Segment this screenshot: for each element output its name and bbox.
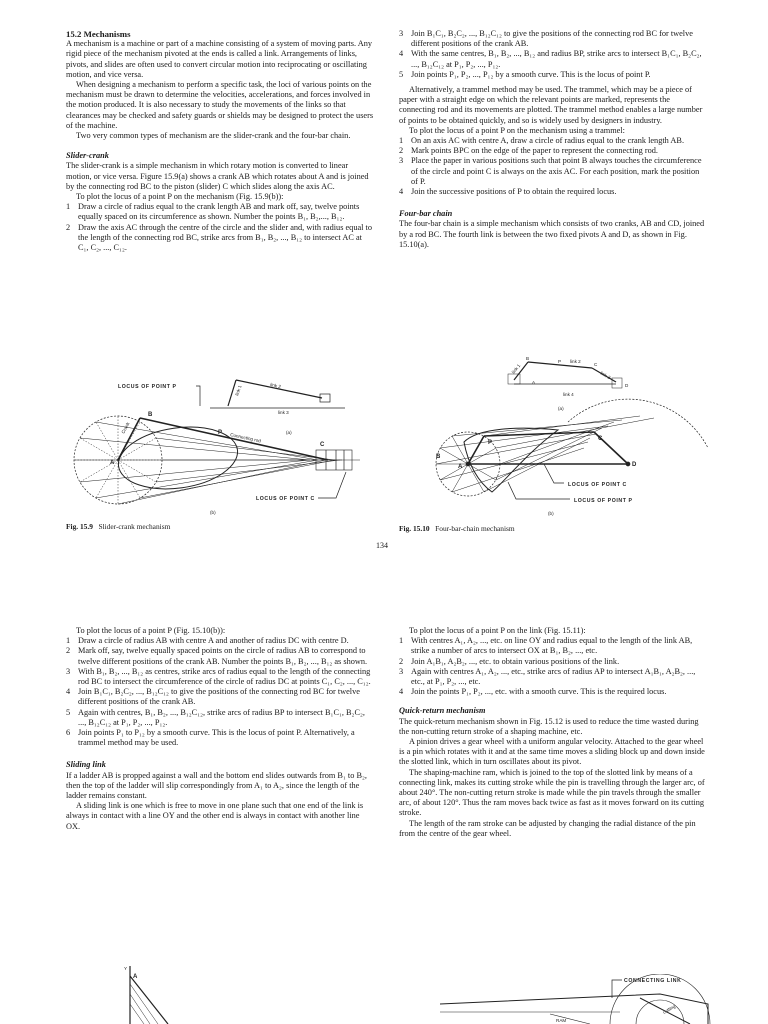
subheading-sliding-link: Sliding link — [66, 760, 106, 770]
paragraph: The quick-return mechanism shown in Fig. 15.12 is used to reduce the time wasted during the non-cutting return stroke of a shaping machine, etc. — [399, 716, 699, 736]
list-item: 3 Again with centres A₁, A₂, ..., etc., strike arcs of radius AP to intersect A₁B₁, A₂B₂, ..., etc., at P₁, P₂, ..., etc. — [399, 666, 696, 687]
svg-text:Crank: Crank — [120, 421, 131, 435]
svg-text:link 2: link 2 — [269, 382, 282, 390]
list-item: 4 Join B₁C₁, B₂C₂, ..., B₁₂C₁₂ to give the positions of the connecting rod BC for twelve different positions of the crank AB. — [66, 687, 360, 707]
svg-text:RAM: RAM — [556, 1018, 567, 1023]
svg-text:(a): (a) — [558, 406, 564, 411]
list-item: 3 Join B₁C₁, B₂C₂, ..., B₁₂C₁₂ to give the positions of the connecting rod BC for twelve different positions of the crank AB. — [399, 29, 693, 49]
paragraph: The slider-crank is a simple mechanism in which rotary motion is converted to linear motion, or vice versa. Figure 15.9(a) shows a crank AB which rotates about A and is joined by the connecting rod BC to the piston (slider) C which slides along the axis AC. — [66, 161, 369, 191]
figure-15-10-four-bar — [408, 352, 708, 522]
svg-text:P: P — [488, 440, 493, 446]
figure-15-9-slider-crank — [60, 372, 380, 520]
subheading-quick-return: Quick-return mechanism — [399, 706, 486, 716]
svg-text:(b): (b) — [548, 511, 554, 516]
svg-text:link 2: link 2 — [570, 359, 581, 364]
subheading-slider-crank: Slider-crank — [66, 151, 109, 161]
list-item: 5 Join points P₁, P₂, ..., P₁₂ by a smooth curve. This is the locus of point P. — [399, 69, 651, 79]
paragraph: To plot the locus of a point P (Fig. 15.10(b)): — [76, 626, 226, 635]
svg-text:D: D — [625, 383, 629, 388]
svg-text:C: C — [598, 436, 603, 442]
svg-text:link 3: link 3 — [278, 410, 289, 415]
section-heading: 15.2 Mechanisms — [66, 29, 131, 39]
svg-text:link 3: link 3 — [599, 370, 612, 381]
paragraph: If a ladder AB is propped against a wall and the bottom end slides outwards from B₁ to B₂, then the top of the ladder will slip correspondingly from A₁ to A₂, since the length of the ladder remains constant. — [66, 770, 367, 801]
svg-text:(b): (b) — [210, 510, 216, 515]
steps-list — [399, 636, 709, 697]
svg-text:A: A — [458, 464, 463, 470]
left-column-top — [66, 29, 374, 253]
bottom-page — [0, 580, 768, 1024]
svg-text:link 4: link 4 — [563, 392, 574, 397]
list-item: 6 Join points P₁ to P₁₂ by a smooth curve. This is the locus of point P. Alternatively, a trammel method may be used. — [66, 728, 355, 748]
paragraph: A mechanism is a machine or part of a machine consisting of a system of moving parts. Any rigid piece of the mechanism pivoted at the ends is called a link. Arrangements of links, pivots, and slides are often used to convert circular motion into reciprocating or oscillating motion, and vice versa. — [66, 39, 372, 79]
svg-text:(a): (a) — [286, 430, 292, 435]
list-item: 2 Draw the axis AC through the centre of the circle and the slider and, with radius equal to the length of the connecting rod BC, strike arcs from B₁, B₂, ..., B₁₂ to intersect AC at C₁, C₂, ..., C₁₂. — [66, 222, 372, 253]
right-column-bottom — [399, 626, 709, 839]
paragraph: To plot the locus of a point P on the mechanism using a trammel: — [409, 125, 625, 135]
svg-text:B: B — [148, 412, 153, 418]
paragraph: To plot the locus of a point P on the link (Fig. 15.11): — [409, 626, 586, 635]
list-item: 1 On an axis AC with centre A, draw a circle of radius equal to the crank length AB. — [399, 136, 685, 146]
paragraph: Alternatively, a trammel method may be used. The trammel, which may be a piece of paper with a straight edge on which the relevant points are marked, represents the connecting rod and its movements are plotted. The trammel method enables a large number of points to be obtained quickly, and so is widely used by designers in industry. — [399, 85, 703, 125]
label-locus-p: LOCUS OF POINT P — [574, 498, 633, 504]
svg-text:Connecting rod: Connecting rod — [229, 432, 262, 444]
steps-list — [66, 202, 374, 253]
figure-caption: Fig. 15.10 Four-bar-chain mechanism — [399, 524, 515, 533]
page-number: 134 — [376, 541, 388, 550]
paragraph: A sliding link is one which is free to move in one plane such that one end of the link is always in contact with a line OY and the other end is always in contact with another line OX. — [66, 801, 364, 831]
list-item: 2 Mark off, say, twelve equally spaced points on the circle of radius AB to correspond to twelve different positions of the crank AB. Number the points B₁, B₂, ..., B₁₂ as shown. — [66, 646, 368, 666]
svg-text:C: C — [594, 362, 598, 367]
fig-15-9b — [74, 412, 360, 515]
steps-list — [399, 136, 707, 197]
paragraph: Two very common types of mechanism are the slider-crank and the four-bar chain. — [76, 131, 351, 141]
svg-text:Y: Y — [124, 966, 128, 971]
svg-text:link 1: link 1 — [234, 384, 243, 397]
svg-text:A: A — [110, 460, 115, 466]
subheading-four-bar: Four-bar chain — [399, 209, 453, 219]
list-item: 4 Join the points P₁, P₂, ..., etc. with a smooth curve. This is the required locus. — [399, 687, 667, 697]
list-item: 3 Place the paper in various positions such that point B always touches the circumference of the circle and point C is always on the axis AC. For each position, mark the position of P. — [399, 156, 702, 186]
svg-text:B: B — [436, 454, 441, 460]
list-item: 1 Draw a circle of radius equal to the crank length AB and mark off, say, twelve points equally spaced on its circumference as shown. Number the points B₁, B₂,..., B₁₂. — [66, 202, 360, 222]
label-locus-c: LOCUS OF POINT C — [568, 482, 627, 488]
svg-text:A: A — [532, 380, 536, 385]
svg-text:cutting: cutting — [662, 1003, 677, 1015]
label-locus-c: LOCUS OF POINT C — [256, 496, 315, 502]
steps-list — [399, 29, 707, 80]
svg-text:P: P — [218, 430, 223, 436]
list-item: 2 Mark points BPC on the edge of the paper to represent the connecting rod. — [399, 146, 658, 156]
svg-text:B: B — [526, 356, 530, 361]
paragraph: The shaping-machine ram, which is joined to the top of the slotted link by means of a connecting link, makes its cutting stroke while the pin is travelling through the larger arc, of about 240°. The non-cutting return stroke is made while the pin travels through the smaller arc, of about 120°. Thus the ram moves back twice as fast as it moves forward on its cutting stroke. — [399, 767, 705, 818]
svg-text:A: A — [133, 974, 138, 980]
svg-text:C: C — [320, 442, 325, 448]
paragraph: The four-bar chain is a simple mechanism which consists of two cranks, AB and CD, joined by a rod BC. The fourth link is between the two fixed pivots A and D, as shown in Fig. 15.10(a). — [399, 219, 705, 249]
right-column-top — [399, 29, 707, 250]
paragraph: The length of the ram stroke can be adjusted by changing the radial distance of the pin from the centre of the gear wheel. — [399, 818, 696, 838]
fig-15-10a — [508, 356, 629, 411]
list-item: 1 Draw a circle of radius AB with centre A and another of radius DC with centre D. — [66, 636, 349, 646]
list-item: 5 Again with centres, B₁, B₂, ..., B₁₂C₁₂, strike arcs of radius BP to intersect B₁C₁, B₂C₂, ..., B₁₂C₁₂ at P₁, P₂, ..., P₁₂. — [66, 707, 365, 727]
steps-list — [66, 636, 374, 748]
list-item: 3 With B₁, B₂, ..., B₁₂ as centres, strike arcs of radius equal to the length of the connecting rod BC to intersect the circumference of the circle of radius DC at points C₁, C₂, ..., C₁₂. — [66, 666, 371, 687]
paragraph: To plot the locus of a point P on the mechanism (Fig. 15.9(b)): — [76, 192, 284, 202]
list-item: 1 With centres A₁, A₂, ..., etc. on line OY and radius equal to the length of the link AB, strike a number of arcs to intersect OX at B₁, B₂, ..., etc. — [399, 636, 693, 656]
paragraph: When designing a mechanism to perform a specific task, the loci of various points on the mechanism must be drawn to determine the velocities, accelerations, and forces involved in the motion produced. It is also necessary to study the movements of the links so that clearances may be checked and safety guards or shields may be designed to protect the users of the machine. — [66, 80, 374, 130]
figure-15-11-sliding-link — [118, 962, 178, 1024]
paragraph: A pinion drives a gear wheel with a uniform angular velocity. Attached to the gear wheel is a pin which rotates with it and at the same time moves a sliding block up and down inside the slotted link, which in turn oscillates about its pivot. — [399, 737, 705, 767]
label-connecting-link: CONNECTING LINK — [624, 978, 682, 984]
fig-15-9a — [118, 380, 345, 435]
figure-15-12-quick-return — [440, 974, 730, 1024]
label-locus-p: LOCUS OF POINT P — [118, 384, 177, 390]
list-item: 2 Join A₁B₁, A₂B₂, ..., etc. to obtain various positions of the link. — [399, 656, 620, 666]
svg-text:D: D — [632, 462, 637, 468]
svg-text:link 1: link 1 — [510, 363, 522, 375]
list-item: 4 Join the successive positions of P to obtain the required locus. — [399, 187, 617, 197]
left-column-bottom — [66, 626, 374, 832]
figure-caption: Fig. 15.9 Slider-crank mechanism — [66, 522, 171, 531]
list-item: 4 With the same centres, B₁, B₂, ..., B₁₂ and radius BP, strike arcs to intersect B₁C₁, B₂C₂, ..., B₁₂C₁₂ at P₁, P₂, ..., P₁₂. — [399, 49, 702, 69]
svg-text:P: P — [558, 359, 562, 364]
fig-15-10b — [436, 399, 708, 516]
